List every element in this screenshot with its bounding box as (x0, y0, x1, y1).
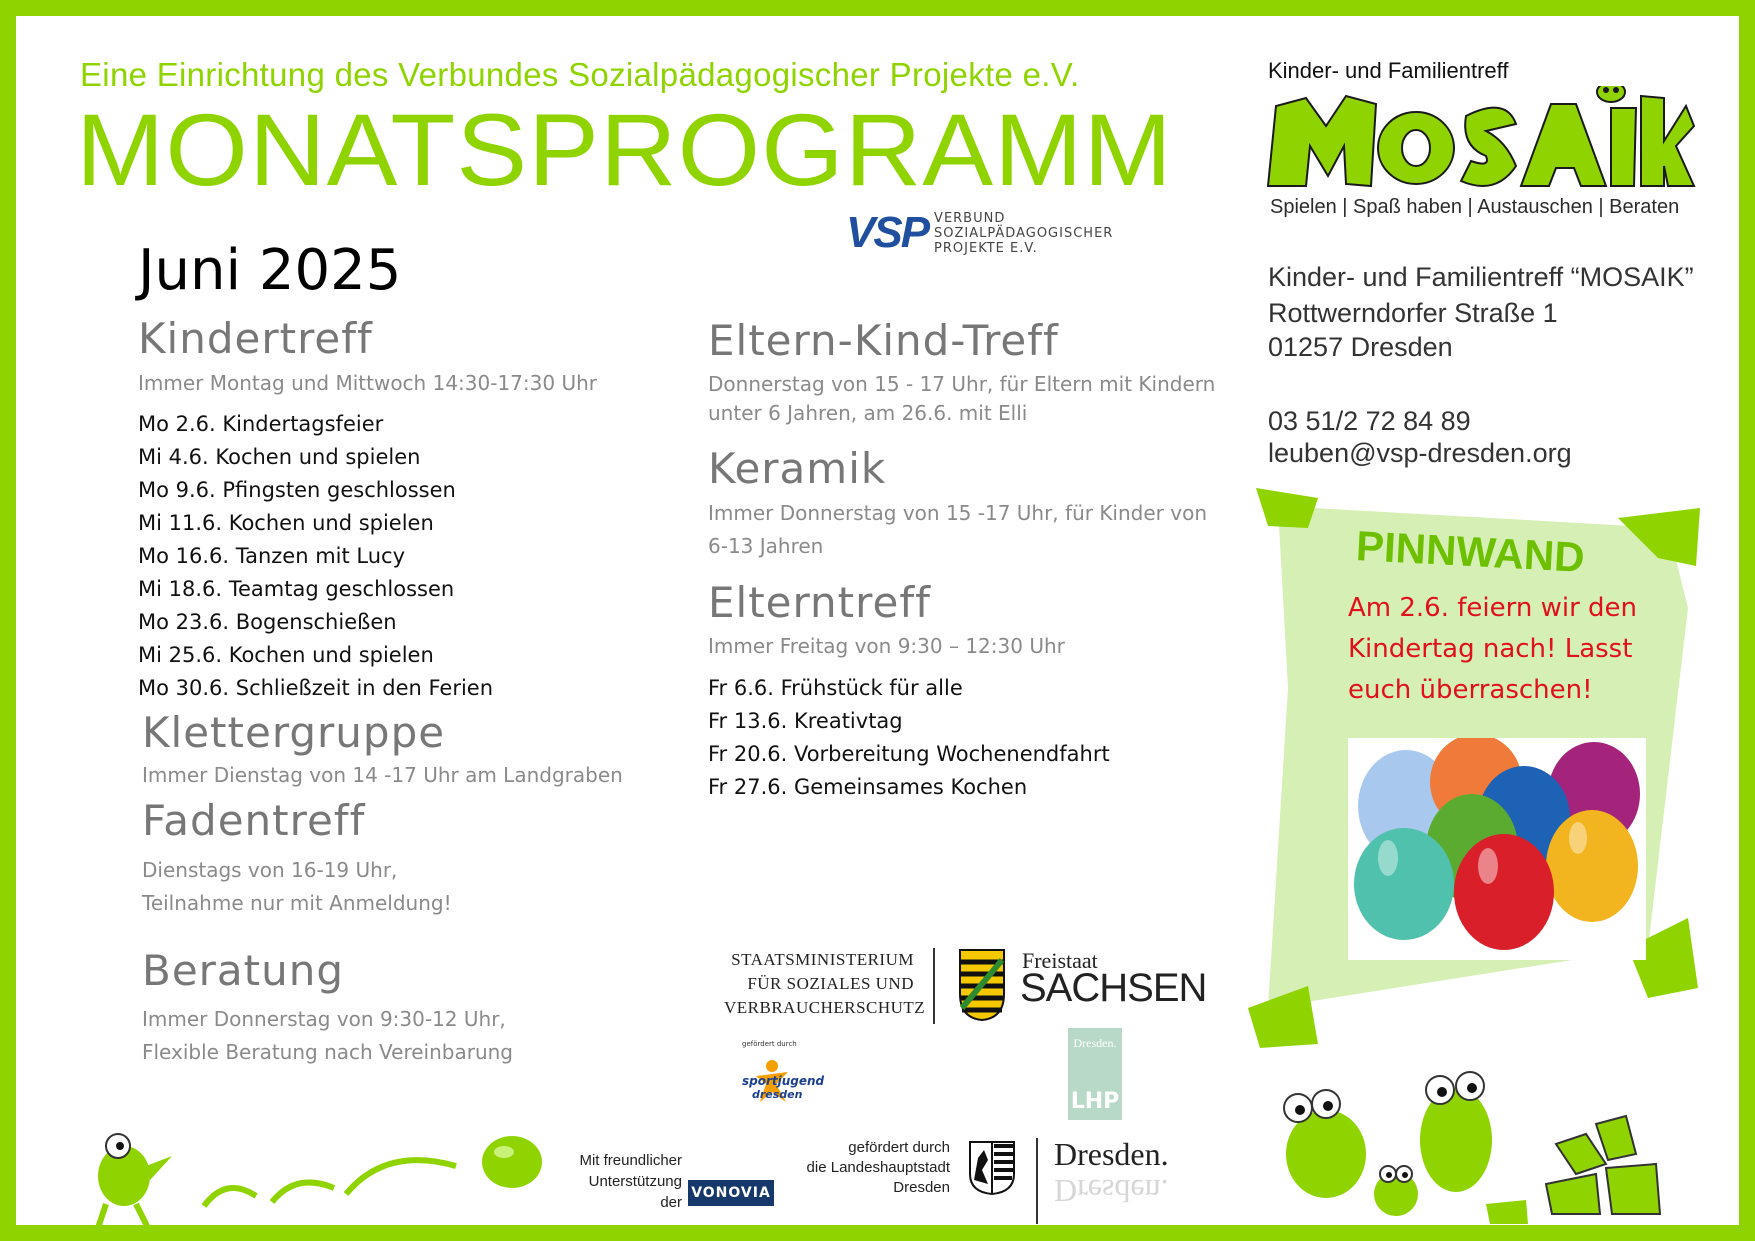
ministry-line-1: STAATSMINISTERIUM (731, 950, 914, 969)
beratung-title: Beratung (142, 946, 345, 995)
address-street: Rottwerndorfer Straße 1 (1268, 298, 1558, 328)
address-city: 01257 Dresden (1268, 332, 1453, 362)
mosaik-slogan: Spielen | Spaß haben | Austauschen | Beraten (1270, 196, 1680, 218)
elterntreff-list (708, 672, 1110, 804)
pinboard-title: PINNWAND (1354, 522, 1586, 581)
list-item: Mi 4.6. Kochen und spielen (138, 445, 421, 469)
dresden-logo-text: Dresden. (1054, 1136, 1169, 1172)
list-item: Mi 25.6. Kochen und spielen (138, 643, 434, 667)
dresden-support-text (790, 1138, 950, 1198)
lhp-top-text: Dresden. (1073, 1036, 1117, 1050)
vonovia-line-1: Mit freundlicher (579, 1152, 682, 1169)
decorative-creatures-right (1256, 1064, 1716, 1234)
list-item: Mo 2.6. Kindertagsfeier (138, 412, 384, 436)
decorative-creatures-left (76, 1116, 556, 1236)
beratung-line-2: Flexible Beratung nach Vereinbarung (142, 1040, 514, 1064)
sachsen-label: SACHSEN (1020, 966, 1207, 1010)
dresden-line-1: gefördert durch (848, 1139, 950, 1156)
sportjugend-small-text: gefördert durch (742, 1040, 797, 1048)
month-title: Juni 2025 (138, 238, 402, 303)
ministry-line-2: FÜR SOZIALES UND (747, 974, 914, 993)
address-name: Kinder- und Familientreff “MOSAIK” (1268, 262, 1694, 292)
beratung-line-1: Immer Donnerstag von 9:30-12 Uhr, (142, 1007, 506, 1031)
list-item: Mo 16.6. Tanzen mit Lucy (138, 544, 406, 568)
phone-number: 03 51/2 72 84 89 (1268, 406, 1471, 436)
dresden-line-2: die Landeshauptstadt (806, 1159, 950, 1176)
klettergruppe-schedule: Immer Dienstag von 14 -17 Uhr am Landgraben (142, 763, 623, 787)
sponsor-divider (933, 948, 935, 1024)
list-item: Fr 6.6. Frühstück für alle (708, 676, 963, 700)
vonovia-logo: VONOVIA (688, 1180, 774, 1206)
vsp-logo (846, 208, 1113, 258)
fadentreff-title: Fadentreff (142, 796, 366, 845)
vonovia-support-text (536, 1150, 682, 1213)
lhp-text: LHP (1070, 1089, 1120, 1114)
vsp-line-1: VERBUND (934, 210, 1006, 226)
mosaik-logo (1266, 86, 1696, 196)
dresden-line-3: Dresden (893, 1179, 950, 1196)
elterntreff-title: Elterntreff (708, 578, 931, 627)
ministry-logo (724, 948, 926, 1020)
freistaat-label: Freistaat (1022, 948, 1098, 973)
vonovia-line-3: der (660, 1194, 682, 1211)
elterntreff-schedule: Immer Freitag von 9:30 – 12:30 Uhr (708, 634, 1065, 658)
sportjugend-line-1: sportjugend (742, 1074, 825, 1088)
sportjugend-line-2: dresden (752, 1088, 803, 1101)
email-link[interactable]: leuben@vsp-dresden.org (1268, 438, 1572, 468)
page-title: MONATSPROGRAMM (76, 93, 1173, 207)
pinboard-text: Am 2.6. feiern wir den Kindertag nach! Lasst euch überraschen! (1348, 593, 1638, 705)
fadentreff-line-2: Teilnahme nur mit Anmeldung! (142, 891, 452, 915)
vsp-line-2: SOZIALPÄDAGOGISCHER (934, 225, 1114, 241)
klettergruppe-title: Klettergruppe (142, 708, 446, 757)
vsp-line-3: PROJEKTE E.V. (934, 240, 1038, 256)
vonovia-line-2: Unterstützung (588, 1173, 682, 1190)
organization-tagline: Eine Einrichtung des Verbundes Sozialpädagogischer Projekte e.V. (80, 56, 1080, 93)
dresden-logo-reflection: Dresden. (1054, 1173, 1169, 1209)
saxony-coat-of-arms-icon (958, 948, 1006, 1022)
eltern-kind-title: Eltern-Kind-Treff (708, 316, 1059, 365)
balloons-illustration (1348, 738, 1646, 960)
keramik-line-2: 6-13 Jahren (708, 534, 824, 558)
balloons-image (1348, 738, 1646, 960)
list-item: Mo 30.6. Schließzeit in den Ferien (138, 676, 494, 700)
lhp-logo (1068, 1028, 1122, 1120)
keramik-title: Keramik (708, 444, 887, 493)
eltern-kind-line-2: unter 6 Jahren, am 26.6. mit Elli (708, 401, 1028, 425)
mosaik-logo-subtitle: Kinder- und Familientreff (1268, 58, 1509, 83)
list-item: Fr 20.6. Vorbereitung Wochenendfahrt (708, 742, 1110, 766)
vsp-abbr: VSP (846, 208, 929, 257)
list-item: Mo 9.6. Pfingsten geschlossen (138, 478, 456, 502)
ministry-line-3: VERBRAUCHERSCHUTZ (724, 998, 926, 1017)
kindertreff-schedule: Immer Montag und Mittwoch 14:30-17:30 Uhr (138, 371, 597, 395)
list-item: Fr 13.6. Kreativtag (708, 709, 903, 733)
dresden-divider (1036, 1138, 1038, 1224)
eltern-kind-line-1: Donnerstag von 15 - 17 Uhr, für Eltern mit Kindern (708, 372, 1216, 396)
kindertreff-list (138, 408, 493, 705)
list-item: Mi 11.6. Kochen und spielen (138, 511, 434, 535)
kindertreff-title: Kindertreff (138, 314, 373, 363)
list-item: Mo 23.6. Bogenschießen (138, 610, 397, 634)
dresden-coat-of-arms-icon (968, 1140, 1016, 1196)
list-item: Fr 27.6. Gemeinsames Kochen (708, 775, 1028, 799)
keramik-line-1: Immer Donnerstag von 15 -17 Uhr, für Kinder von (708, 501, 1207, 525)
fadentreff-line-1: Dienstags von 16-19 Uhr, (142, 858, 398, 882)
mosaik-logo-art (1266, 86, 1696, 196)
list-item: Mi 18.6. Teamtag geschlossen (138, 577, 455, 601)
